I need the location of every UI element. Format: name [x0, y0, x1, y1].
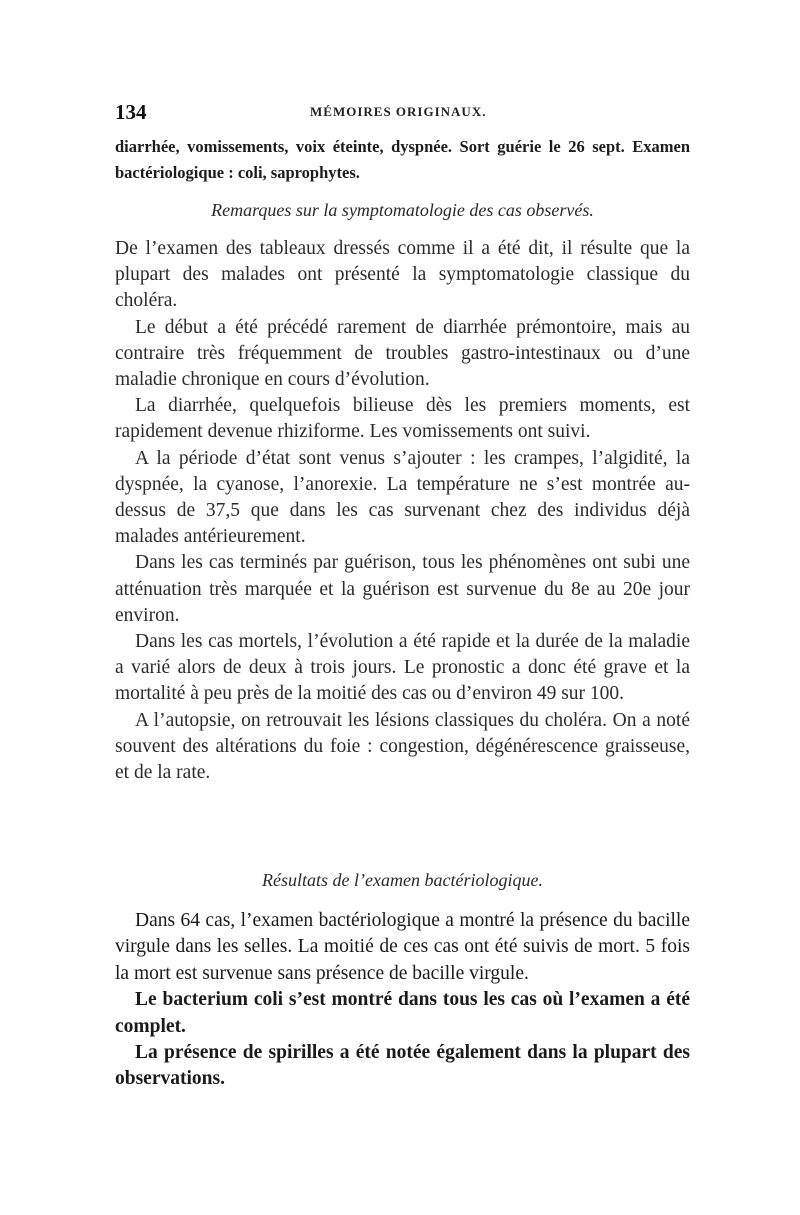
case-summary-text: diarrhée, vomissements, voix éteinte, dyspnée. Sort guérie le 26 sept. Examen bactériologique : coli, saprophytes.	[115, 137, 690, 182]
running-title: MÉMOIRES ORIGINAUX.	[310, 104, 487, 119]
paragraph: De l’examen des tableaux dressés comme il a été dit, il résulte que la plupart des malades ont présenté la symptomatologie classique du choléra.	[115, 238, 690, 312]
paragraph: Dans les cas terminés par guérison, tous les phénomènes ont subi une atténuation très marquée et la guérison est survenue du 8e au 20e jour environ.	[115, 552, 690, 626]
symptomatology-section	[115, 236, 690, 786]
section-title-symptomatology: Remarques sur la symptomatologie des cas observés.	[211, 200, 594, 220]
paragraph: A l’autopsie, on retrouvait les lésions classiques du choléra. On a noté souvent des altérations du foie : congestion, dégénérescence graisseuse, et de la rate.	[115, 709, 690, 784]
paragraph: A la période d’état sont venus s’ajouter : les crampes, l’algidité, la dyspnée, la cyanose, l’anorexie. La température ne s’est montrée au-dessus de 37,5 que dans les cas survenant chez des individus déjà malades antérieurement.	[115, 447, 690, 548]
page-header	[115, 100, 690, 126]
paragraph: Dans les cas mortels, l’évolution a été rapide et la durée de la maladie a varié alors de deux à trois jours. Le pronostic a donc été grave et la mortalité à peu près de la moitié des cas ou d’environ 49 sur 100.	[115, 631, 690, 705]
paragraph: Dans 64 cas, l’examen bactériologique a montré la présence du bacille virgule dans les selles. La moitié de ces cas ont été suivis de mort. 5 fois la mort est survenue sans présence de bacille virgule.	[115, 910, 690, 984]
page-number: 134	[115, 100, 147, 124]
paragraph: Le début a été précédé rarement de diarrhée prémontoire, mais au contraire très fréquemment de troubles gastro-intestinaux ou d’une maladie chronique en cours d’évolution.	[115, 316, 690, 391]
paragraph: La diarrhée, quelquefois bilieuse dès les premiers moments, est rapidement devenue rhiziforme. Les vomissements ont suivi.	[115, 395, 690, 443]
section-title-bacteriology: Résultats de l’examen bactériologique.	[262, 870, 543, 890]
bacteriology-section	[115, 908, 690, 1093]
paragraph: La présence de spirilles a été notée également dans la plupart des observations.	[115, 1042, 690, 1090]
paragraph: Le bacterium coli s’est montré dans tous les cas où l’examen a été complet.	[115, 989, 690, 1037]
case-summary	[115, 134, 690, 186]
